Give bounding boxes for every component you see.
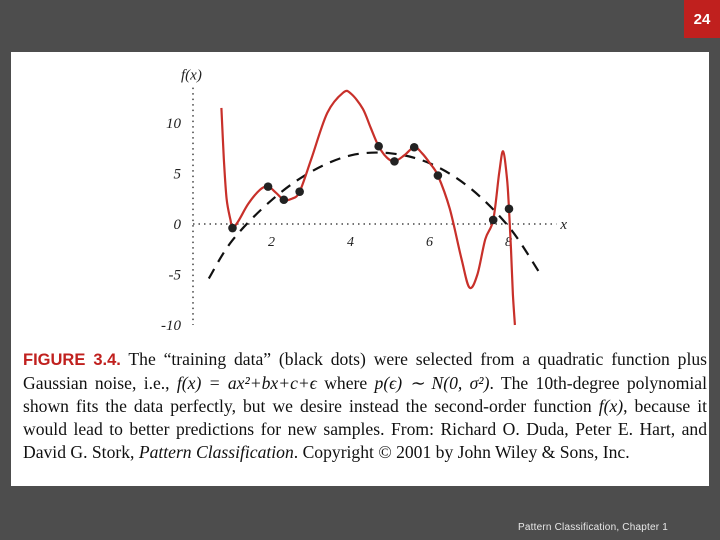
x-tick-label: 4 — [347, 235, 354, 250]
caption-book-title: Pattern Classification — [138, 442, 294, 462]
training-point — [228, 224, 237, 233]
x-tick-label: 2 — [268, 235, 275, 250]
y-tick-label: 0 — [173, 217, 181, 233]
plot-axes — [181, 68, 567, 326]
training-point — [489, 216, 498, 225]
training-point — [280, 195, 289, 204]
training-point — [374, 142, 383, 151]
caption-text-4: , because it would lead to better predictions for new samples. From: Richard O. Duda, Peter E. Hart, and David G. Stork, — [23, 396, 707, 462]
training-point — [264, 182, 273, 191]
caption-text-3: . The 10th-degree polynomial shown fits the data perfectly, but we desire instead the second-order function — [23, 373, 708, 416]
caption-text-5: . Copyright © 2001 by John Wiley & Sons, Inc. — [293, 442, 630, 462]
y-tick-label: 10 — [166, 116, 181, 132]
figure-plot — [11, 52, 709, 342]
plot-ticks — [161, 116, 512, 334]
quadratic-curve — [209, 153, 541, 279]
caption-formula-1: f(x) = ax²+bx+c+ϵ — [176, 373, 317, 393]
caption-text-2: where — [316, 373, 375, 393]
training-point — [505, 205, 514, 214]
x-axis-label: x — [560, 217, 568, 233]
y-axis-label: f(x) — [181, 67, 202, 84]
training-point — [434, 171, 443, 180]
plot-curves — [209, 91, 541, 325]
polynomial-curve — [221, 91, 515, 325]
figure-caption — [23, 348, 707, 464]
y-tick-label: -5 — [168, 267, 181, 284]
y-tick-label: 5 — [173, 166, 181, 183]
y-tick-label: -10 — [161, 318, 181, 334]
x-tick-label: 6 — [426, 235, 433, 250]
training-point — [390, 157, 399, 166]
slide-footer: Pattern Classification, Chapter 1 — [518, 522, 669, 533]
caption-formula-2: p(ϵ) ∼ N(0, σ²) — [374, 373, 490, 393]
caption-formula-3: f(x) — [598, 396, 624, 416]
figure-label: FIGURE 3.4. — [23, 351, 121, 369]
training-point — [295, 187, 304, 196]
slide-content — [11, 52, 709, 486]
x-tick-label: 8 — [505, 235, 512, 250]
page-number-badge: 24 — [684, 0, 720, 38]
plot-points — [228, 142, 513, 232]
training-point — [410, 143, 419, 152]
caption-text-1: The “training data” (black dots) were selected from a quadratic function plus Gaussian noise, i.e., — [23, 349, 707, 393]
